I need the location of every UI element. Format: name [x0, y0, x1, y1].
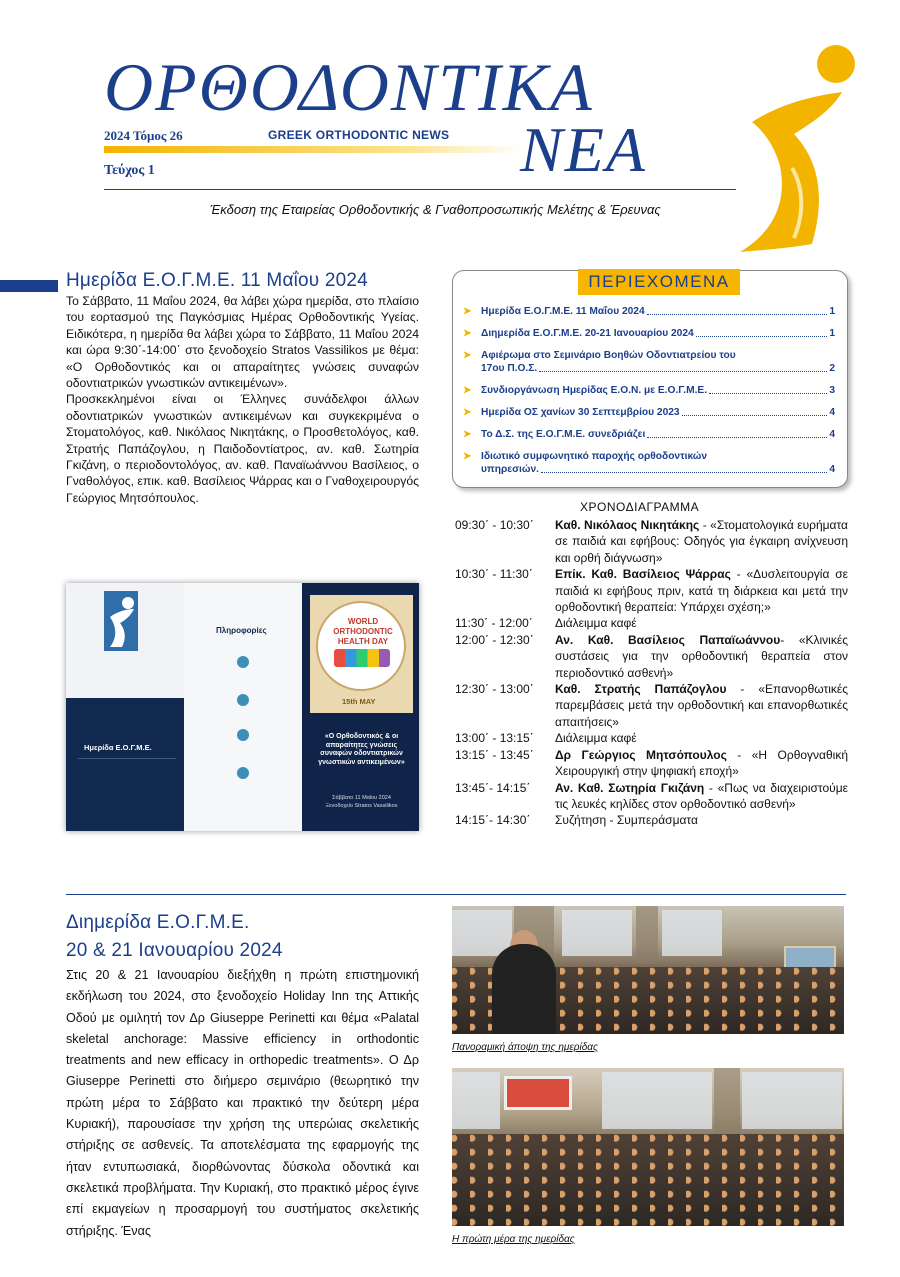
schedule-row: 13:00΄ - 13:15΄ Διάλειμμα καφέ — [455, 731, 637, 746]
arrow-right-icon: ➤ — [463, 350, 472, 361]
flyer-badge-date: 15th MAY — [342, 697, 376, 706]
table-of-contents — [452, 270, 848, 488]
article1-paragraph1: Το Σάββατο, 11 Μαΐου 2024, θα λάβει χώρα ημερίδα, στο πλαίσιο του εορτασμού της Παγκόσμιας Ημέρας Ορθοδοντικής Υγείας. Ειδικότερα, η ημερίδα θα λάβει χώρα το Σάββατο, 11 Μαΐου 2024 και ώρα 9:30΄-14:00΄ στο ξενοδοχείο Stratos Vassilikos με θέμα: «Ο Ορθοδοντικός και οι απαραίτητες γνώσεις συναφών οδοντιατρικών γνωστικών αντικειμένων». — [66, 294, 419, 391]
schedule-row: 12:30΄ - 13:00΄ Καθ. Στρατής Παπάζογλου - «Επανορθωτικές παρεμβάσεις μετά την ορθοδοντική και επανορθωτικές απαιτήσεις» — [455, 682, 848, 729]
conference-photo-first-day — [452, 1068, 844, 1226]
schedule-row: 13:45΄- 14:15΄ Αν. Καθ. Σωτηρία Γκιζάνη - «Πως να διαχειριστούμε τις λευκές κηλίδες στον ορθοδοντικό ασθενή» — [455, 780, 849, 811]
toc-item[interactable]: ➤ Συνδιοργάνωση Ημερίδας Ε.Ο.Ν. με Ε.Ο.Γ.Μ.Ε. 3 — [463, 385, 835, 396]
flyer-venue: Ξενοδοχείο Stratos Vassilikos — [325, 803, 398, 809]
schedule-row: 13:15΄ - 13:45΄ Δρ Γεώργιος Μητσόπουλος - «Η Ορθογναθική Χειρουργική στην ψηφιακή εποχή» — [455, 747, 848, 779]
newsletter-title-second: ΝΕΑ — [520, 114, 647, 185]
presentation-screen — [504, 1076, 572, 1110]
arrow-right-icon: ➤ — [463, 407, 472, 418]
toc-item[interactable]: ➤ Ιδιωτικό συμφωνητικό παροχής ορθοδοντικών υπηρεσιών. 4 — [463, 451, 835, 475]
photo2-caption: Η πρώτη μέρα της ημερίδας — [452, 1234, 575, 1245]
photo1-caption: Πανοραμική άποψη της ημερίδας — [452, 1042, 598, 1053]
publisher-tagline: Έκδοση της Εταιρείας Ορθοδοντικής & Γναθοπροσωπικής Μελέτης & Έρευνας — [210, 202, 661, 217]
section-marker — [0, 280, 58, 292]
flyer-theme: «Ο Ορθοδοντικός & οι απαραίτητες γνώσεις συναφών οδοντιατρικών γνωστικών αντικειμένων» — [318, 733, 405, 766]
eogme-logo-icon — [732, 38, 862, 258]
article1-body — [66, 293, 419, 506]
article2-heading-line1: Διημερίδα Ε.Ο.Γ.Μ.Ε. — [66, 912, 250, 933]
schedule-row: 14:15΄- 14:30΄ Συζήτηση - Συμπεράσματα — [455, 813, 698, 828]
children-figures-icon — [334, 649, 390, 667]
arrow-right-icon: ➤ — [463, 451, 472, 462]
newsletter-subtitle: GREEK ORTHODONTIC NEWS — [268, 128, 450, 142]
toc-item[interactable]: ➤ Διημερίδα Ε.Ο.Γ.Μ.Ε. 20-21 Ιανουαρίου 2024 1 — [463, 328, 835, 339]
email-icon — [237, 694, 249, 706]
toc-item[interactable]: ➤ Το Δ.Σ. της Ε.Ο.Γ.Μ.Ε. συνεδριάζει 4 — [463, 429, 835, 440]
schedule-row: 10:30΄ - 11:30΄ Επίκ. Καθ. Βασίλειος Ψάρρας - «Δυσλειτουργία σε παιδιά κι εφήβους πριν, κατά τη διάρκεια και μετά την ορθοδοντική θεραπεία: Υπάρχει σχέση;» — [455, 567, 848, 615]
masthead-gold-bar — [104, 146, 524, 153]
flyer-info-title: Πληροφορίες — [216, 626, 267, 635]
arrow-right-icon: ➤ — [463, 385, 472, 396]
toc-title: ΠΕΡΙΕΧΟΜΕΝΑ — [578, 269, 740, 295]
toc-list — [463, 305, 835, 485]
article1-paragraph2: Προσκεκλημένοι είναι οι Έλληνες συνάδελφοι άλλων οδοντιατρικών γνωστικών αντικειμένων και συγκεκριμένα ο Στοματολόγος, καθ. Νικόλαος Νικητάκης, ο Προσθετολόγος, καθ. Στρατής Παπάζογλου, η Παιδοδοντίατρος, αν. καθ. Σωτηρία Γκιζάνη, ο περιοδοντολόγος, αν. καθ. Παναϊωάννου Βασίλειος, ο Γναθολόγος, επικ. καθ. Βασίλειος Ψάρρας και ο Γναθοχειρουργός Γεώργιος Μητσόπουλος. — [66, 392, 419, 505]
phone-icon — [237, 656, 249, 668]
schedule-title: ΧΡΟΝΟΔΙΑΓΡΑΜΜΑ — [580, 500, 700, 514]
event-flyer-image: Ημερίδα Ε.Ο.Γ.Μ.Ε. Πληροφορίες WORLD ORTHODONTIC HEALTH DAY 15th MAY «Ο Ορθοδοντικός & οι απαραίτητες γνώσεις συναφών οδοντιατρικών γνωστικών αντικειμένων» Σάββατο 11 Μαΐου 2024 Ξενοδοχείο Stratos Vassilikos — [66, 583, 419, 831]
issue-label: Τεύχος 1 — [104, 163, 155, 178]
volume-label: 2024 Τόμος 26 — [104, 128, 183, 143]
toc-item[interactable]: ➤ Ημερίδα Ε.Ο.Γ.Μ.Ε. 11 Μαΐου 2024 1 — [463, 306, 835, 317]
arrow-right-icon: ➤ — [463, 306, 472, 317]
schedule-row: 12:00΄ - 12:30΄ Αν. Καθ. Βασίλειος Παπαϊωάννου- «Κλινικές συστάσεις για την ορθοδοντική θεραπεία στον περιοδοντικό ασθενή» — [455, 632, 848, 680]
masthead-rule — [104, 189, 736, 190]
article1-heading: Ημερίδα Ε.Ο.Γ.Μ.Ε. 11 Μαΐου 2024 — [66, 270, 368, 291]
schedule-table — [455, 517, 848, 829]
toc-item[interactable]: ➤ Αφιέρωμα στο Σεμινάριο Βοηθών Οδοντιατρείου του 17ου Π.Ο.Σ. 2 — [463, 350, 835, 374]
newsletter-title: ΟΡΘΟΔΟΝΤΙΚΑ — [104, 49, 594, 125]
section-divider — [66, 894, 846, 895]
toc-item[interactable]: ➤ Ημερίδα ΟΣ χανίων 30 Σεπτεμβρίου 2023 4 — [463, 407, 835, 418]
schedule-row: 11:30΄ - 12:00΄ Διάλειμμα καφέ — [455, 616, 637, 631]
flyer-date: Σάββατο 11 Μαΐου 2024 — [332, 795, 391, 801]
eogme-logo-icon — [104, 591, 138, 651]
web-icon — [237, 767, 249, 779]
conference-photo-panoramic — [452, 906, 844, 1034]
arrow-right-icon: ➤ — [463, 429, 472, 440]
article2-heading-line2: 20 & 21 Ιανουαρίου 2024 — [66, 940, 283, 961]
article2-body: Στις 20 & 21 Ιανουαρίου διεξήχθη η πρώτη επιστημονική εκδήλωση του 2024, στο ξενοδοχείο Holiday Inn της Αττικής Οδού με ομιλητή τον Δρ Giuseppe Perinetti και θέμα «Palatal skeletal anchorage: Massive efficiency in orthodontic treatments and new efficacy in orthopedic treatments». Ο Δρ Giuseppe Perinetti στο διήμερο σεμινάριο (θεωρητικό την πρώτη μέρα το Σάββατο και πρακτικό την δεύτερη μέρα Κυριακή), παρουσίασε την χρήση της υπερώιας σκελετικής στήριξης σε ασθενείς. Τα αποτελέσματα της εφαρμογής της ήταν εντυπωσιακά, διορθώνοντας δύσκολα οδοντικά και σκελετικά προβλήματα. Την Κυριακή, στο πρακτικό μέρος έγινε επί εκμαγείων η προσαρμογή του συστήματος σκελετικής στήριξης. Ένας — [66, 968, 419, 1238]
arrow-right-icon: ➤ — [463, 328, 472, 339]
flyer-left-title: Ημερίδα Ε.Ο.Γ.Μ.Ε. — [84, 743, 152, 752]
location-icon — [237, 729, 249, 741]
schedule-row: 09:30΄ - 10:30΄ Καθ. Νικόλαος Νικητάκης - «Στοματολογικά ευρήματα σε παιδιά και εφήβους: Οδηγός για έγκαιρη ανίχνευση και ορθή διάγνωση» — [455, 518, 848, 565]
